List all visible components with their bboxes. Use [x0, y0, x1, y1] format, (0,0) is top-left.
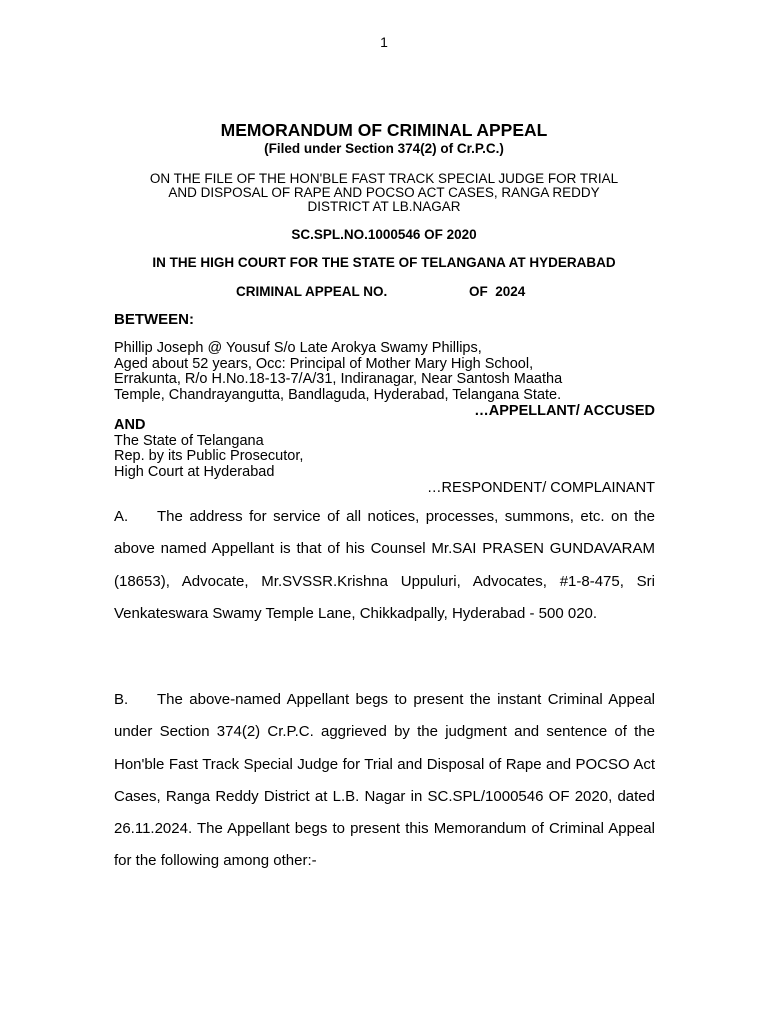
document-title: MEMORANDUM OF CRIMINAL APPEAL [220, 120, 548, 140]
paragraph-a-text: The address for service of all notices, processes, summons, etc. on the above named Appellant is that of his Counsel Mr.SAI PRASEN GUNDAVARAM (18653), Advocate, Mr.SVSSR.Krishna Uppuluri, Advocates, #1-8-475, Sri Venkateswara Swamy Temple Lane, Chikkadpally, Hyderabad - 500 020. [114, 508, 655, 622]
page-number: 1 [380, 34, 388, 50]
appellant-line-3: Errakunta, R/o H.No.18-13-7/A/31, Indiranagar, Near Santosh Maatha [114, 371, 563, 387]
court-heading: IN THE HIGH COURT FOR THE STATE OF TELANGANA AT HYDERABAD [152, 255, 616, 270]
appellant-role: …APPELLANT/ ACCUSED [474, 403, 655, 419]
paragraph-b [114, 684, 655, 878]
appeal-year: OF 2024 [469, 284, 526, 299]
and-separator: AND [114, 417, 146, 433]
on-file-line-1: ON THE FILE OF THE HON'BLE FAST TRACK SPECIAL JUDGE FOR TRIAL [149, 171, 619, 186]
respondent-role: …RESPONDENT/ COMPLAINANT [427, 480, 655, 496]
between-heading: BETWEEN: [114, 311, 194, 328]
appellant-line-1: Phillip Joseph @ Yousuf S/o Late Arokya Swamy Phillips, [114, 340, 482, 356]
on-file-line-2: AND DISPOSAL OF RAPE AND POCSO ACT CASES, RANGA REDDY [168, 185, 600, 200]
appeal-number-label: CRIMINAL APPEAL NO. [236, 284, 388, 299]
paragraph-b-letter: B. [114, 691, 129, 708]
on-file-line-3: DISTRICT AT LB.NAGAR [307, 199, 461, 214]
respondent-line-1: The State of Telangana [114, 433, 264, 449]
appellant-line-4: Temple, Chandrayangutta, Bandlaguda, Hyderabad, Telangana State. [114, 387, 562, 403]
document-subtitle: (Filed under Section 374(2) of Cr.P.C.) [264, 141, 504, 156]
respondent-line-3: High Court at Hyderabad [114, 464, 275, 480]
case-number: SC.SPL.NO.1000546 OF 2020 [291, 227, 477, 242]
respondent-line-2: Rep. by its Public Prosecutor, [114, 448, 304, 464]
paragraph-a-letter: A. [114, 508, 129, 525]
paragraph-b-text: The above-named Appellant begs to present the instant Criminal Appeal under Section 374(2) Cr.P.C. aggrieved by the judgment and sentence of the Hon'ble Fast Track Special Judge for Trial and Disposal of Rape and POCSO Act Cases, Ranga Reddy District at L.B. Nagar in SC.SPL/1000546 OF 2020, dated 26.11.2024. The Appellant begs to present this Memorandum of Criminal Appeal for the following among other:- [114, 691, 655, 870]
appellant-line-2: Aged about 52 years, Occ: Principal of Mother Mary High School, [114, 356, 534, 372]
paragraph-a [114, 501, 655, 630]
